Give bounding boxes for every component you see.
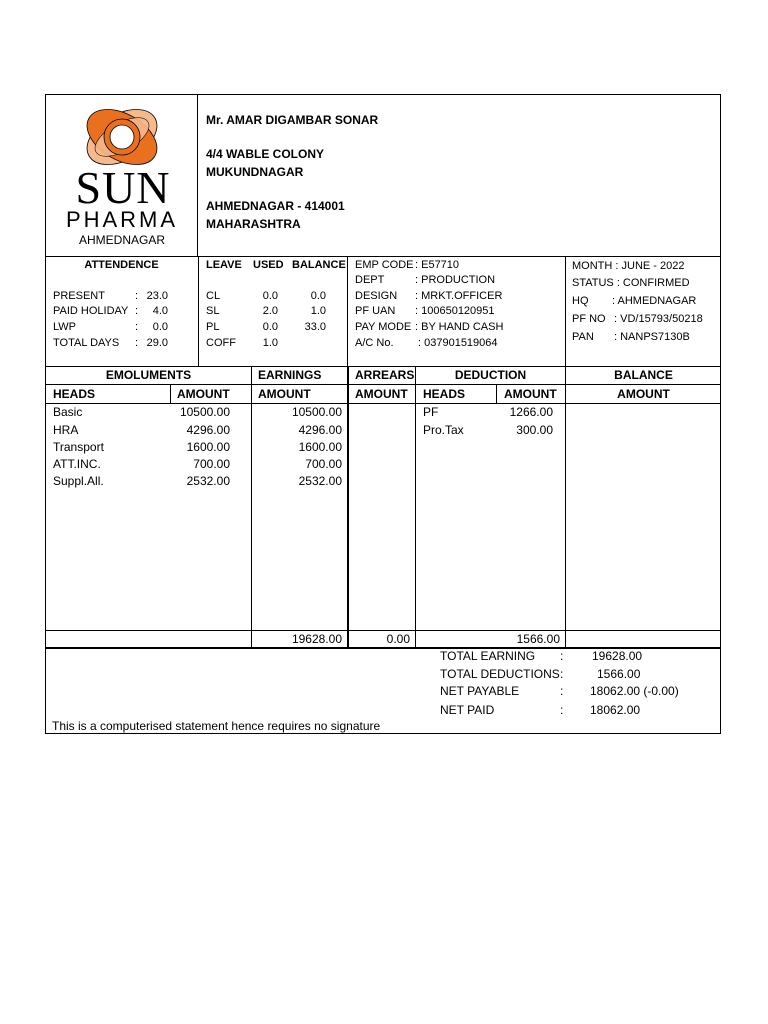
summary-label: NET PAID	[440, 703, 495, 717]
detail-value: : 037901519064	[418, 337, 498, 349]
detail-label: A/C No.	[355, 337, 394, 349]
info-bottom-line	[45, 366, 721, 367]
deduction-head: PF	[423, 405, 439, 419]
leave-header-balance: BALANCE	[292, 259, 346, 271]
attendance-sep: :	[135, 337, 139, 349]
period-hq-value: : AHMEDNAGAR	[612, 295, 697, 307]
total-earnings: 19628.00	[291, 632, 342, 646]
attendance-label: PRESENT	[53, 290, 105, 302]
attendance-sep: :	[135, 290, 139, 302]
summary-sep: :	[560, 703, 564, 717]
leave-used: 0.0	[262, 290, 278, 302]
header-bottom-line	[45, 256, 721, 257]
header-arrears: ARREARS	[355, 368, 415, 382]
earning-amount: 1600.00	[298, 440, 342, 454]
attendance-sep: :	[135, 305, 139, 317]
leave-type: SL	[206, 305, 220, 317]
summary-value: 19628.00	[592, 649, 643, 663]
period-pfno-label: PF NO	[572, 313, 606, 325]
deduction-amount: 300.00	[516, 423, 553, 437]
earning-amount: 2532.00	[298, 474, 342, 488]
deduction-amount: 1266.00	[509, 405, 553, 419]
summary-label: TOTAL DEDUCTIONS	[440, 667, 560, 681]
leave-used: 0.0	[262, 321, 278, 333]
summary-value: 18062.00 (-0.00)	[590, 684, 679, 698]
leave-balance: 0.0	[310, 290, 326, 302]
summary-label: NET PAYABLE	[440, 684, 520, 698]
leave-used: 2.0	[262, 305, 278, 317]
detail-label: DEPT	[355, 274, 385, 286]
emolument-head: HRA	[53, 423, 79, 437]
leave-balance: 1.0	[310, 305, 326, 317]
leave-divider	[347, 256, 348, 366]
detail-value: : E57710	[415, 259, 460, 271]
summary-sep: :	[560, 649, 564, 663]
attendance-label: TOTAL DAYS	[53, 337, 120, 349]
header-deduction: DEDUCTION	[454, 368, 527, 382]
summary-label: TOTAL EARNING	[440, 649, 536, 663]
detail-value: : MRKT.OFFICER	[415, 290, 503, 302]
earning-amount: 10500.00	[291, 405, 342, 419]
emolument-head: Basic	[53, 405, 83, 419]
summary-value: 1566.00	[597, 667, 641, 681]
company-location: AHMEDNAGAR	[78, 233, 165, 247]
leave-balance: 33.0	[304, 321, 326, 333]
period-month: MONTH : JUNE - 2022	[572, 260, 685, 272]
earning-amount: 700.00	[305, 457, 342, 471]
summary-sep: :	[560, 667, 564, 681]
total-deduction: 1566.00	[516, 632, 560, 646]
logo-divider	[197, 94, 198, 257]
detail-value: : 100650120951	[415, 305, 495, 317]
subheader-top-line	[45, 384, 721, 385]
emolument-amount: 4296.00	[186, 423, 230, 437]
summary-sep: :	[560, 684, 564, 698]
period-pfno-value: : VD/15793/50218	[614, 313, 703, 325]
attendance-label: PAID HOLIDAY	[53, 305, 129, 317]
subheader-amount: AMOUNT	[177, 387, 230, 401]
attendance-label: LWP	[53, 321, 77, 333]
emol-amount-divider	[170, 384, 171, 403]
attendance-title: ATTENDENCE	[84, 259, 159, 271]
detail-value: : BY HAND CASH	[415, 321, 504, 333]
address-line-2: MUKUNDNAGAR	[206, 165, 304, 179]
attendance-value: 23.0	[146, 290, 168, 302]
emolument-amount: 700.00	[193, 457, 230, 471]
period-status: STATUS : CONFIRMED	[572, 277, 690, 289]
period-hq-label: HQ	[572, 295, 589, 307]
subheader-deduction-heads: HEADS	[423, 387, 466, 401]
emolument-amount: 2532.00	[186, 474, 230, 488]
attendance-value: 0.0	[152, 321, 168, 333]
detail-label: EMP CODE	[355, 259, 414, 271]
detail-value: : PRODUCTION	[415, 274, 496, 286]
address-line-3: AHMEDNAGAR - 414001	[206, 199, 345, 213]
leave-header-used: USED	[253, 259, 284, 271]
header-earnings: EARNINGS	[258, 368, 322, 382]
emolument-head: Transport	[53, 440, 104, 454]
leave-type: COFF	[206, 337, 236, 349]
detail-label: PAY MODE	[355, 321, 412, 333]
subheader-earnings-amount: AMOUNT	[258, 387, 311, 401]
subheader-arrears-amount: AMOUNT	[355, 387, 408, 401]
emolument-head: ATT.INC.	[53, 457, 101, 471]
logo-text-sun: SUN	[75, 162, 171, 213]
total-arrears: 0.00	[386, 632, 410, 646]
summary-value: 18062.00	[590, 703, 641, 717]
earning-amount: 4296.00	[298, 423, 342, 437]
deduction-divider	[415, 366, 416, 648]
period-pan-value: : NANPS7130B	[614, 331, 690, 343]
logo-text-pharma: PHARMA	[65, 207, 179, 232]
header-balance: BALANCE	[614, 368, 673, 382]
subheader-balance-amount: AMOUNT	[617, 387, 670, 401]
emolument-amount: 10500.00	[179, 405, 230, 419]
emolument-amount: 1600.00	[186, 440, 230, 454]
subheader-heads: HEADS	[53, 387, 96, 401]
totals-top-line	[45, 630, 721, 631]
earnings-divider	[251, 366, 252, 648]
deduction-head: Pro.Tax	[423, 423, 464, 437]
details-divider	[565, 256, 566, 366]
balance-divider	[565, 366, 566, 648]
emolument-head: Suppl.All.	[53, 474, 104, 488]
detail-label: DESIGN	[355, 290, 398, 302]
ded-amount-divider	[496, 384, 497, 403]
company-logo	[52, 95, 192, 250]
leave-type: CL	[206, 290, 221, 302]
detail-label: PF UAN	[355, 305, 396, 317]
footer-note: This is a computerised statement hence requires no signature	[52, 719, 381, 733]
address-line-1: 4/4 WABLE COLONY	[206, 147, 325, 161]
attendance-sep: :	[135, 321, 139, 333]
leave-type: PL	[206, 321, 220, 333]
leave-header-type: LEAVE	[206, 259, 242, 271]
header-emoluments: EMOLUMENTS	[105, 368, 192, 382]
period-pan-label: PAN	[572, 331, 594, 343]
attendance-value: 29.0	[146, 337, 168, 349]
subheader-deduction-amount: AMOUNT	[504, 387, 557, 401]
employee-name: Mr. AMAR DIGAMBAR SONAR	[206, 113, 379, 127]
leave-used: 1.0	[262, 337, 278, 349]
attendance-divider	[198, 256, 199, 366]
address-line-4: MAHARASHTRA	[206, 217, 301, 231]
subheader-bottom-line	[45, 403, 721, 404]
arrears-divider	[347, 366, 349, 648]
attendance-value: 4.0	[152, 305, 168, 317]
